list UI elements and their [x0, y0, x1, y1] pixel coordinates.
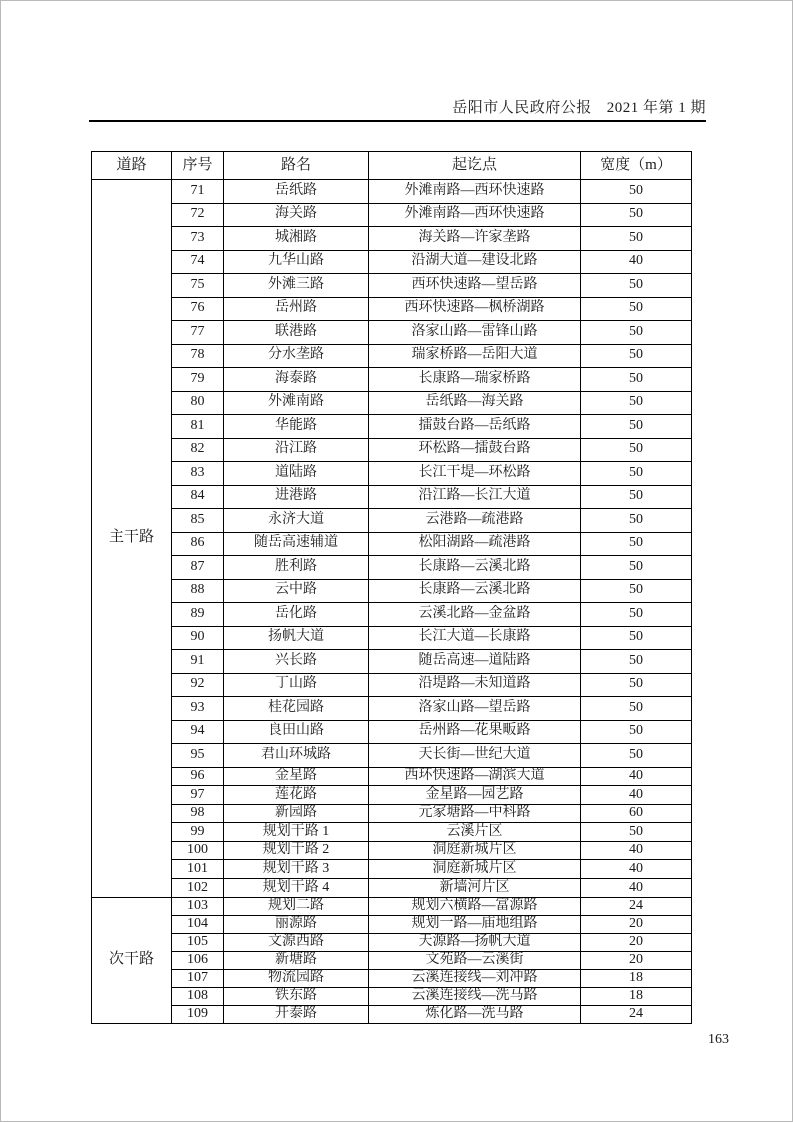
cell-seq: 107 [172, 969, 224, 987]
cell-road-name: 兴长路 [224, 650, 369, 674]
col-header-seq: 序号 [172, 152, 224, 180]
cell-width: 40 [581, 860, 692, 879]
table-row [92, 274, 692, 298]
cell-endpoints: 洛家山路—望岳路 [369, 697, 581, 721]
table-row [92, 697, 692, 721]
cell-width: 40 [581, 786, 692, 805]
cell-width: 50 [581, 391, 692, 415]
cell-seq: 104 [172, 915, 224, 933]
cell-seq: 85 [172, 509, 224, 533]
cell-road-name: 道陆路 [224, 462, 369, 486]
table-row [92, 368, 692, 392]
cell-road-name: 扬帆大道 [224, 626, 369, 650]
cell-seq: 95 [172, 744, 224, 768]
table-row [92, 180, 692, 204]
cell-width: 50 [581, 579, 692, 603]
cell-road-name: 新塘路 [224, 951, 369, 969]
col-header-width: 宽度（m） [581, 152, 692, 180]
cell-endpoints: 洞庭新城片区 [369, 841, 581, 860]
col-header-road-class: 道路 [92, 152, 172, 180]
cell-endpoints: 洞庭新城片区 [369, 860, 581, 879]
issue-label: 2021 年第 1 期 [606, 100, 706, 116]
table-row [92, 650, 692, 674]
table-header-row [92, 152, 692, 180]
table-row [92, 532, 692, 556]
cell-endpoints: 海关路—许家垄路 [369, 227, 581, 251]
cell-endpoints: 炼化路—洗马路 [369, 1005, 581, 1023]
cell-width: 20 [581, 915, 692, 933]
cell-road-name: 外滩南路 [224, 391, 369, 415]
cell-width: 20 [581, 933, 692, 951]
cell-road-name: 岳化路 [224, 603, 369, 627]
page-number: 163 [708, 1032, 729, 1047]
cell-endpoints: 元家塘路—中科路 [369, 804, 581, 823]
cell-endpoints: 松阳湖路—疏港路 [369, 532, 581, 556]
cell-endpoints: 擂鼓台路—岳纸路 [369, 415, 581, 439]
table-row [92, 915, 692, 933]
cell-road-name: 文源西路 [224, 933, 369, 951]
table-row [92, 897, 692, 915]
cell-road-name: 进港路 [224, 485, 369, 509]
cell-road-name: 君山环城路 [224, 744, 369, 768]
cell-seq: 91 [172, 650, 224, 674]
table-row [92, 203, 692, 227]
cell-road-name: 永济大道 [224, 509, 369, 533]
cell-road-name: 随岳高速辅道 [224, 532, 369, 556]
table-row [92, 579, 692, 603]
cell-road-name: 桂花园路 [224, 697, 369, 721]
cell-seq: 88 [172, 579, 224, 603]
running-header [89, 96, 706, 117]
table-row [92, 933, 692, 951]
cell-width: 20 [581, 951, 692, 969]
cell-endpoints: 文苑路—云溪街 [369, 951, 581, 969]
table-row [92, 556, 692, 580]
cell-endpoints: 外滩南路—西环快速路 [369, 203, 581, 227]
cell-width: 50 [581, 603, 692, 627]
cell-road-name: 联港路 [224, 321, 369, 345]
table-row [92, 321, 692, 345]
cell-seq: 93 [172, 697, 224, 721]
cell-endpoints: 西环快速路—枫桥湖路 [369, 297, 581, 321]
cell-seq: 108 [172, 987, 224, 1005]
cell-seq: 102 [172, 879, 224, 898]
cell-endpoints: 云溪片区 [369, 823, 581, 842]
cell-endpoints: 长康路—云溪北路 [369, 579, 581, 603]
cell-endpoints: 洛家山路—雷锋山路 [369, 321, 581, 345]
cell-width: 50 [581, 344, 692, 368]
cell-width: 40 [581, 250, 692, 274]
cell-endpoints: 沿江路—长江大道 [369, 485, 581, 509]
table-row [92, 720, 692, 744]
cell-road-name: 城湘路 [224, 227, 369, 251]
cell-endpoints: 随岳高速—道陆路 [369, 650, 581, 674]
table-row [92, 297, 692, 321]
gazette-title: 岳阳市人民政府公报 [452, 100, 592, 116]
cell-seq: 73 [172, 227, 224, 251]
cell-endpoints: 沿湖大道—建设北路 [369, 250, 581, 274]
cell-endpoints: 新墙河片区 [369, 879, 581, 898]
cell-seq: 71 [172, 180, 224, 204]
table-row [92, 951, 692, 969]
cell-seq: 106 [172, 951, 224, 969]
cell-width: 50 [581, 697, 692, 721]
cell-width: 50 [581, 274, 692, 298]
cell-endpoints: 规划一路—庙地组路 [369, 915, 581, 933]
cell-width: 40 [581, 841, 692, 860]
cell-seq: 94 [172, 720, 224, 744]
cell-road-name: 铁东路 [224, 987, 369, 1005]
cell-endpoints: 云溪连接线—刘冲路 [369, 969, 581, 987]
cell-width: 40 [581, 879, 692, 898]
cell-endpoints: 长康路—云溪北路 [369, 556, 581, 580]
table-row [92, 509, 692, 533]
table-row [92, 969, 692, 987]
cell-width: 50 [581, 556, 692, 580]
cell-road-name: 外滩三路 [224, 274, 369, 298]
cell-road-name: 丁山路 [224, 673, 369, 697]
cell-road-name: 海关路 [224, 203, 369, 227]
cell-seq: 86 [172, 532, 224, 556]
table-row [92, 250, 692, 274]
table-row [92, 227, 692, 251]
cell-road-name: 岳纸路 [224, 180, 369, 204]
cell-width: 50 [581, 203, 692, 227]
table-row [92, 823, 692, 842]
cell-seq: 105 [172, 933, 224, 951]
table-row [92, 344, 692, 368]
cell-endpoints: 天源路—扬帆大道 [369, 933, 581, 951]
table-row [92, 879, 692, 898]
cell-endpoints: 岳州路—花果畈路 [369, 720, 581, 744]
cell-road-name: 规划干路 4 [224, 879, 369, 898]
cell-width: 60 [581, 804, 692, 823]
cell-seq: 99 [172, 823, 224, 842]
cell-seq: 80 [172, 391, 224, 415]
cell-road-name: 规划二路 [224, 897, 369, 915]
cell-width: 50 [581, 180, 692, 204]
cell-endpoints: 瑞家桥路—岳阳大道 [369, 344, 581, 368]
cell-seq: 72 [172, 203, 224, 227]
cell-road-name: 九华山路 [224, 250, 369, 274]
cell-road-name: 胜利路 [224, 556, 369, 580]
table-row [92, 1005, 692, 1023]
cell-road-name: 开泰路 [224, 1005, 369, 1023]
cell-road-name: 规划干路 1 [224, 823, 369, 842]
cell-endpoints: 规划六横路—富源路 [369, 897, 581, 915]
cell-endpoints: 云溪北路—金盆路 [369, 603, 581, 627]
cell-seq: 76 [172, 297, 224, 321]
cell-seq: 75 [172, 274, 224, 298]
cell-endpoints: 外滩南路—西环快速路 [369, 180, 581, 204]
cell-seq: 77 [172, 321, 224, 345]
cell-width: 50 [581, 532, 692, 556]
cell-endpoints: 长江大道—长康路 [369, 626, 581, 650]
cell-road-name: 海泰路 [224, 368, 369, 392]
cell-width: 50 [581, 720, 692, 744]
cell-width: 40 [581, 767, 692, 786]
cell-road-name: 规划干路 3 [224, 860, 369, 879]
cell-width: 50 [581, 650, 692, 674]
table-row [92, 391, 692, 415]
cell-road-class: 次干路 [92, 897, 172, 1023]
cell-endpoints: 长康路—瑞家桥路 [369, 368, 581, 392]
table-row [92, 438, 692, 462]
cell-seq: 96 [172, 767, 224, 786]
cell-road-class: 主干路 [92, 180, 172, 898]
cell-seq: 74 [172, 250, 224, 274]
cell-seq: 89 [172, 603, 224, 627]
cell-seq: 109 [172, 1005, 224, 1023]
table-row [92, 626, 692, 650]
cell-width: 18 [581, 987, 692, 1005]
table-row [92, 603, 692, 627]
cell-seq: 100 [172, 841, 224, 860]
table-row [92, 841, 692, 860]
cell-seq: 83 [172, 462, 224, 486]
table-body [92, 180, 692, 1024]
table-row [92, 767, 692, 786]
cell-endpoints: 云港路—疏港路 [369, 509, 581, 533]
header-rule [89, 120, 706, 122]
cell-width: 50 [581, 626, 692, 650]
road-table [91, 151, 692, 1024]
cell-width: 50 [581, 321, 692, 345]
table-row [92, 786, 692, 805]
cell-width: 50 [581, 297, 692, 321]
cell-endpoints: 天长街—世纪大道 [369, 744, 581, 768]
table-row [92, 462, 692, 486]
cell-seq: 87 [172, 556, 224, 580]
cell-width: 50 [581, 823, 692, 842]
cell-width: 50 [581, 227, 692, 251]
cell-seq: 98 [172, 804, 224, 823]
cell-seq: 78 [172, 344, 224, 368]
cell-seq: 90 [172, 626, 224, 650]
cell-road-name: 金星路 [224, 767, 369, 786]
cell-road-name: 莲花路 [224, 786, 369, 805]
cell-endpoints: 岳纸路—海关路 [369, 391, 581, 415]
cell-seq: 92 [172, 673, 224, 697]
cell-road-name: 华能路 [224, 415, 369, 439]
cell-width: 50 [581, 368, 692, 392]
cell-road-name: 良田山路 [224, 720, 369, 744]
cell-seq: 81 [172, 415, 224, 439]
cell-road-name: 丽源路 [224, 915, 369, 933]
cell-road-name: 新园路 [224, 804, 369, 823]
col-header-endpoints: 起讫点 [369, 152, 581, 180]
table-row [92, 673, 692, 697]
table-row [92, 744, 692, 768]
table-row [92, 804, 692, 823]
cell-road-name: 分水垄路 [224, 344, 369, 368]
cell-width: 24 [581, 1005, 692, 1023]
cell-width: 50 [581, 485, 692, 509]
cell-road-name: 云中路 [224, 579, 369, 603]
cell-width: 50 [581, 509, 692, 533]
cell-seq: 84 [172, 485, 224, 509]
cell-seq: 79 [172, 368, 224, 392]
cell-width: 50 [581, 673, 692, 697]
table-row [92, 415, 692, 439]
cell-seq: 101 [172, 860, 224, 879]
cell-road-name: 物流园路 [224, 969, 369, 987]
cell-endpoints: 环松路—擂鼓台路 [369, 438, 581, 462]
cell-width: 50 [581, 462, 692, 486]
cell-seq: 103 [172, 897, 224, 915]
cell-endpoints: 云溪连接线—洗马路 [369, 987, 581, 1005]
cell-road-name: 沿江路 [224, 438, 369, 462]
cell-road-name: 岳州路 [224, 297, 369, 321]
cell-endpoints: 金星路—园艺路 [369, 786, 581, 805]
table-row [92, 860, 692, 879]
cell-width: 24 [581, 897, 692, 915]
cell-width: 50 [581, 415, 692, 439]
cell-endpoints: 西环快速路—望岳路 [369, 274, 581, 298]
cell-road-name: 规划干路 2 [224, 841, 369, 860]
table-row [92, 485, 692, 509]
cell-width: 50 [581, 744, 692, 768]
cell-endpoints: 长江干堤—环松路 [369, 462, 581, 486]
col-header-road-name: 路名 [224, 152, 369, 180]
cell-width: 18 [581, 969, 692, 987]
cell-endpoints: 西环快速路—湖滨大道 [369, 767, 581, 786]
cell-seq: 97 [172, 786, 224, 805]
cell-width: 50 [581, 438, 692, 462]
table-row [92, 987, 692, 1005]
cell-endpoints: 沿堤路—未知道路 [369, 673, 581, 697]
cell-seq: 82 [172, 438, 224, 462]
